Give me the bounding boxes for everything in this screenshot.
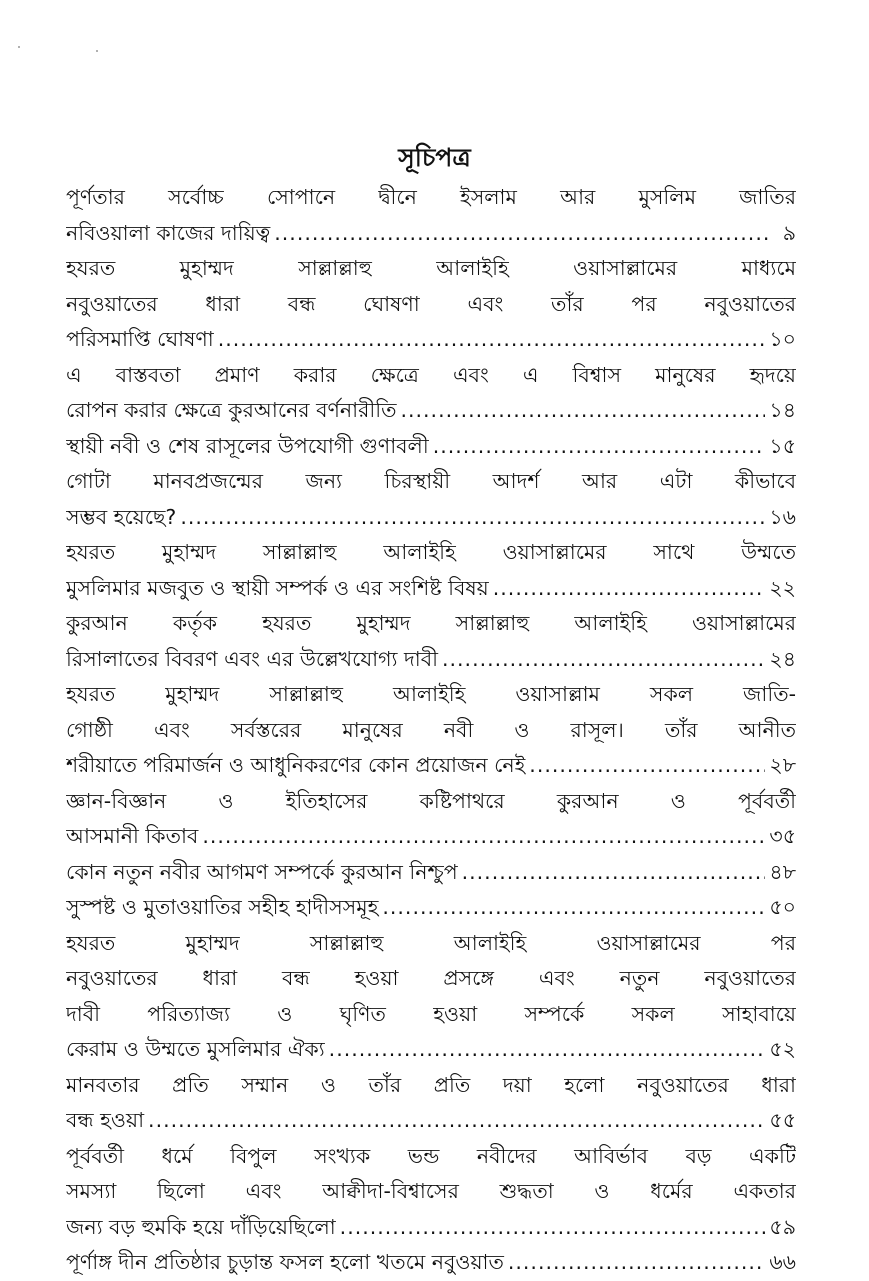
toc-entry-line: গোটা মানবপ্রজন্মের জন্য চিরস্থায়ী আদর্শ আর এটা কীভাবে — [66, 469, 796, 493]
toc-entry-final-line — [66, 571, 796, 607]
page-title: সূচিপত্র — [398, 143, 471, 172]
toc-entry-line: নবুওয়াতের ধারা বন্ধ হওয়া প্রসঙ্গে এবং নতুন নবুওয়াতের — [66, 966, 796, 990]
toc-page-number: ২৮ — [769, 753, 796, 777]
toc-entry-line: সমস্যা ছিলো এবং আক্বীদা-বিশ্বাসের শুদ্ধতা ও ধর্মের একতার — [66, 1179, 796, 1203]
toc-entry-line: মানবতার প্রতি সম্মান ও তাঁর প্রতি দয়া হলো নবুওয়াতের ধারা — [66, 1072, 796, 1097]
toc-entry-final-line — [66, 429, 796, 465]
toc-entry-text: জন্য বড় হুমকি হয়ে দাঁড়িয়েছিলো — [66, 1214, 336, 1239]
toc-entry-line: হযরত মুহাম্মদ সাল্লাল্লাহু আলাইহি ওয়াসাল্লাম সকল জাতি- — [66, 682, 796, 706]
dot-leader — [382, 890, 765, 926]
toc-entry-line: নবুওয়াতের ধারা বন্ধ ঘোষণা এবং তাঁর পর নবুওয়াতের — [66, 291, 796, 316]
toc-entry-line: এ বাস্তবতা প্রমাণ করার ক্ষেত্রে এবং এ বিশ্বাস মানুষের হৃদয়ে — [66, 362, 796, 387]
toc-entry-line: জ্ঞান-বিজ্ঞান ও ইতিহাসের কষ্টিপাথরে কুরআন ও পূর্ববর্তী — [66, 788, 796, 813]
toc-entry — [66, 926, 796, 1068]
toc-page-number: ১৬ — [769, 504, 796, 529]
toc-entry-final-line — [66, 1032, 796, 1068]
toc-entry-line: পূর্ণতার সর্বোচ্চ সোপানে দ্বীনে ইসলাম আর মুসলিম জাতির — [66, 185, 796, 209]
toc-entry-final-line — [66, 216, 796, 252]
toc-entry-text: শরীয়াতে পরিমার্জন ও আধুনিকরণের কোন প্রয়োজন নেই — [66, 753, 526, 777]
scan-speck — [18, 46, 20, 48]
toc-entry-text: আসমানী কিতাব — [66, 824, 199, 848]
toc-entry-line: হযরত মুহাম্মদ সাল্লাল্লাহু আলাইহি ওয়াসাল্লামের সাথে উম্মতে — [66, 540, 796, 564]
toc-page-number: ২২ — [769, 575, 796, 600]
dot-leader — [274, 216, 768, 252]
scan-speck — [96, 50, 98, 52]
toc-entry-text: রোপন করার ক্ষেত্রে কুরআনের বর্ণনারীতি — [66, 398, 397, 422]
toc-entry — [66, 180, 796, 251]
toc-entry-final-line — [66, 819, 796, 855]
toc-page-number: ১০ — [769, 327, 796, 351]
toc-page-number: ৫৫ — [769, 1108, 796, 1132]
toc-page-number: ৬৬ — [769, 1250, 796, 1274]
toc-entry-final-line — [66, 322, 796, 358]
toc-entry — [66, 535, 796, 606]
dot-leader — [329, 1032, 766, 1068]
dot-leader — [180, 500, 765, 536]
toc-entry-text: সুস্পষ্ট ও মুতাওয়াতির সহীহ হাদীসসমূহ — [66, 895, 379, 919]
toc-entry — [66, 1068, 796, 1139]
toc-entry-line: গোষ্ঠী এবং সর্বস্তরের মানুষের নবী ও রাসূল। তাঁর আনীত — [66, 717, 796, 742]
dot-leader — [218, 322, 766, 358]
toc-entry-final-line — [66, 393, 796, 429]
toc-entry-final-line — [66, 1210, 796, 1246]
toc-entry-text: মুসলিমার মজবুত ও স্থায়ী সম্পর্ক ও এর সংশিষ্ট বিষয় — [66, 575, 489, 600]
dot-leader — [462, 855, 766, 891]
toc-entry-final-line — [66, 642, 796, 678]
toc-entry — [66, 784, 796, 855]
toc-entry-text: বন্ধ হওয়া — [66, 1108, 145, 1132]
toc-entry — [66, 251, 796, 358]
dot-leader — [508, 1245, 765, 1281]
toc-page-number: ৯ — [782, 220, 796, 245]
toc-entry-text: সম্ভব হয়েছে? — [66, 504, 177, 529]
toc-entry — [66, 358, 796, 429]
toc-entry — [66, 606, 796, 677]
toc-entry-line: পূর্ববর্তী ধর্মে বিপুল সংখ্যক ভন্ড নবীদের আবির্ভাব বড় একটি — [66, 1143, 796, 1168]
toc-entry-final-line — [66, 1245, 796, 1281]
toc-entry-final-line — [66, 1103, 796, 1139]
toc-entry-text: পূর্ণাঙ্গ দীন প্রতিষ্ঠার চুড়ান্ত ফসল হলো খতমে নবুওয়াত — [66, 1250, 504, 1274]
toc-entry-text: পরিসমাপ্তি ঘোষণা — [66, 327, 214, 351]
toc-page-number: ১৪ — [769, 398, 796, 422]
toc-entry-text: রিসালাতের বিবরণ এবং এর উল্লেখযোগ্য দাবী — [66, 646, 438, 671]
toc-entry-final-line — [66, 890, 796, 926]
toc-page-number: ১৫ — [769, 433, 796, 458]
toc-entry — [66, 855, 796, 891]
toc-entry-final-line — [66, 500, 796, 536]
dot-leader — [400, 393, 765, 429]
toc-page-number: ৩৫ — [769, 824, 796, 848]
toc-entry — [66, 890, 796, 926]
toc-entry-final-line — [66, 748, 796, 784]
toc-page-number: ৫২ — [769, 1037, 796, 1061]
toc-page-number: ৫০ — [769, 895, 796, 919]
toc-entry-line: হযরত মুহাম্মদ সাল্লাল্লাহু আলাইহি ওয়াসাল্লামের পর — [66, 930, 796, 955]
dot-leader — [202, 819, 765, 855]
toc-entry-text: কোন নতুন নবীর আগমণ সম্পর্কে কুরআন নিশ্চুপ — [66, 859, 458, 884]
toc-entry — [66, 1139, 796, 1246]
toc-entry-text: নবিওয়ালা কাজের দায়িত্ব — [66, 220, 271, 245]
toc-entry-line: হযরত মুহাম্মদ সাল্লাল্লাহু আলাইহি ওয়াসাল্লামের মাধ্যমে — [66, 256, 796, 280]
toc-entry — [66, 464, 796, 535]
dot-leader — [148, 1103, 765, 1139]
toc-entry-line: কুরআন কর্তৃক হযরত মুহাম্মদ সাল্লাল্লাহু আলাইহি ওয়াসাল্লামের — [66, 611, 796, 635]
toc-entry-line: দাবী পরিত্যাজ্য ও ঘৃণিত হওয়া সম্পর্কে সকল সাহাবায়ে — [66, 1001, 796, 1026]
toc-entry — [66, 677, 796, 784]
toc-entry-final-line — [66, 855, 796, 891]
toc-entry — [66, 1245, 796, 1281]
dot-leader — [340, 1210, 766, 1246]
dot-leader — [442, 642, 765, 678]
toc-page-number: ৫৯ — [769, 1214, 796, 1239]
toc-page-number: ২৪ — [769, 646, 796, 671]
dot-leader — [493, 571, 766, 607]
toc-page-number: ৪৮ — [769, 859, 796, 884]
toc-entry — [66, 429, 796, 465]
toc-entry-text: কেরাম ও উম্মতে মুসলিমার ঐক্য — [66, 1037, 325, 1061]
toc-entry-text: স্থায়ী নবী ও শেষ রাসূলের উপযোগী গুণাবলী — [66, 433, 429, 458]
table-of-contents — [66, 180, 796, 1281]
dot-leader — [433, 429, 766, 465]
dot-leader — [529, 748, 765, 784]
